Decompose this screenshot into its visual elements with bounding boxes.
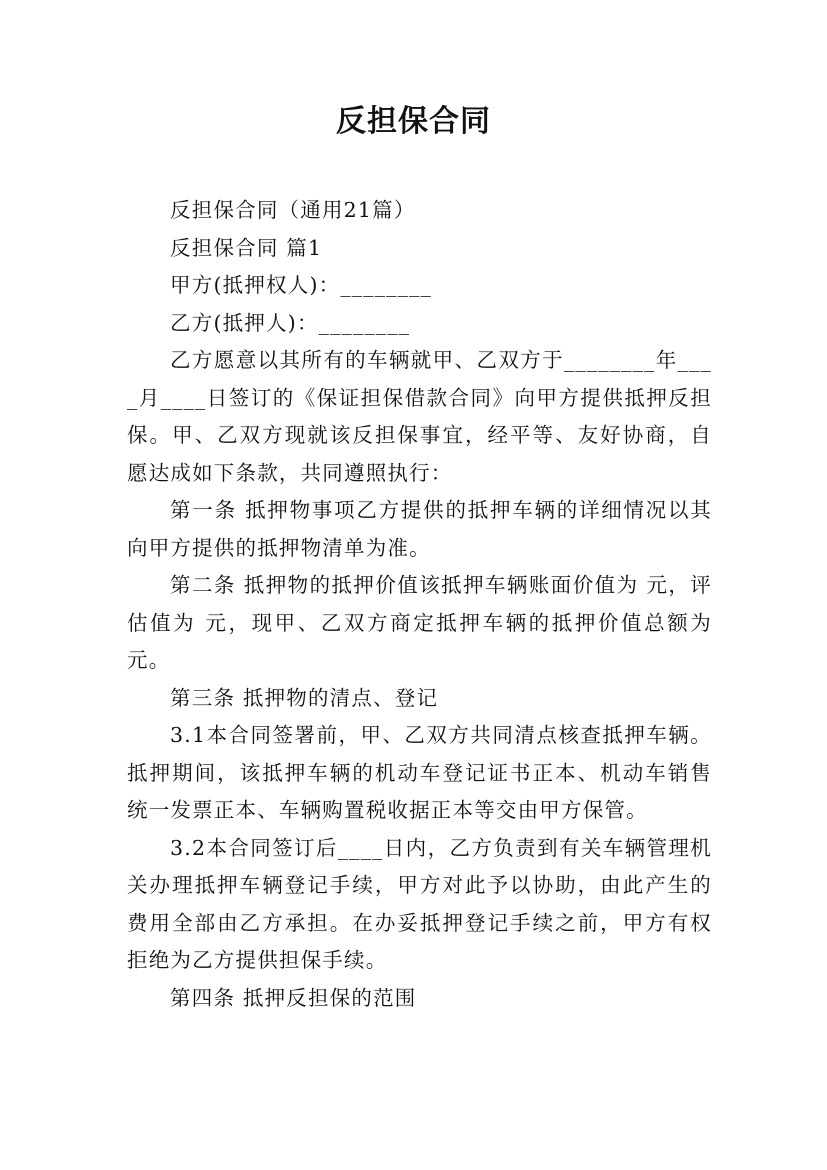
- article-1-paragraph: 第一条 抵押物事项乙方提供的抵押车辆的详细情况以其向甲方提供的抵押物清单为准。: [127, 498, 712, 560]
- document-subtitle: 反担保合同（通用21篇）: [170, 198, 416, 222]
- clause-3-2-paragraph: 3.2本合同签订后____日内，乙方负责到有关车辆管理机关办理抵押车辆登记手续，甲方对此予以协助，由此产生的费用全部由乙方承担。在办妥抵押登记手续之前，甲方有权拒绝为乙方提供担保手续。: [127, 835, 712, 972]
- document-title: 反担保合同: [336, 104, 491, 139]
- article-3-heading: 第三条 抵押物的清点、登记: [170, 685, 439, 710]
- article-2-paragraph: 第二条 抵押物的抵押价值该抵押车辆账面价值为 元，评估值为 元，现甲、乙双方商定抵押车辆的抵押价值总额为 元。: [127, 573, 720, 672]
- section-heading: 反担保合同 篇1: [170, 235, 323, 260]
- clause-3-1-paragraph: 3.1本合同签署前，甲、乙双方共同清点核查抵押车辆。抵押期间，该抵押车辆的机动车登记证书正本、机动车销售统一发票正本、车辆购置税收据正本等交由甲方保管。: [127, 723, 712, 822]
- preamble-paragraph: 乙方愿意以其所有的车辆就甲、乙双方于________年____月____日签订的《保证担保借款合同》向甲方提供抵押反担保。甲、乙双方现就该反担保事宜，经平等、友好协商，自愿达成如下条款，共同遵照执行：: [127, 348, 712, 485]
- party-b-line: 乙方(抵押人)：________: [170, 310, 411, 335]
- party-a-line: 甲方(抵押权人)：________: [170, 273, 432, 297]
- document-body: [127, 192, 720, 1017]
- article-4-heading: 第四条 抵押反担保的范围: [170, 985, 417, 1010]
